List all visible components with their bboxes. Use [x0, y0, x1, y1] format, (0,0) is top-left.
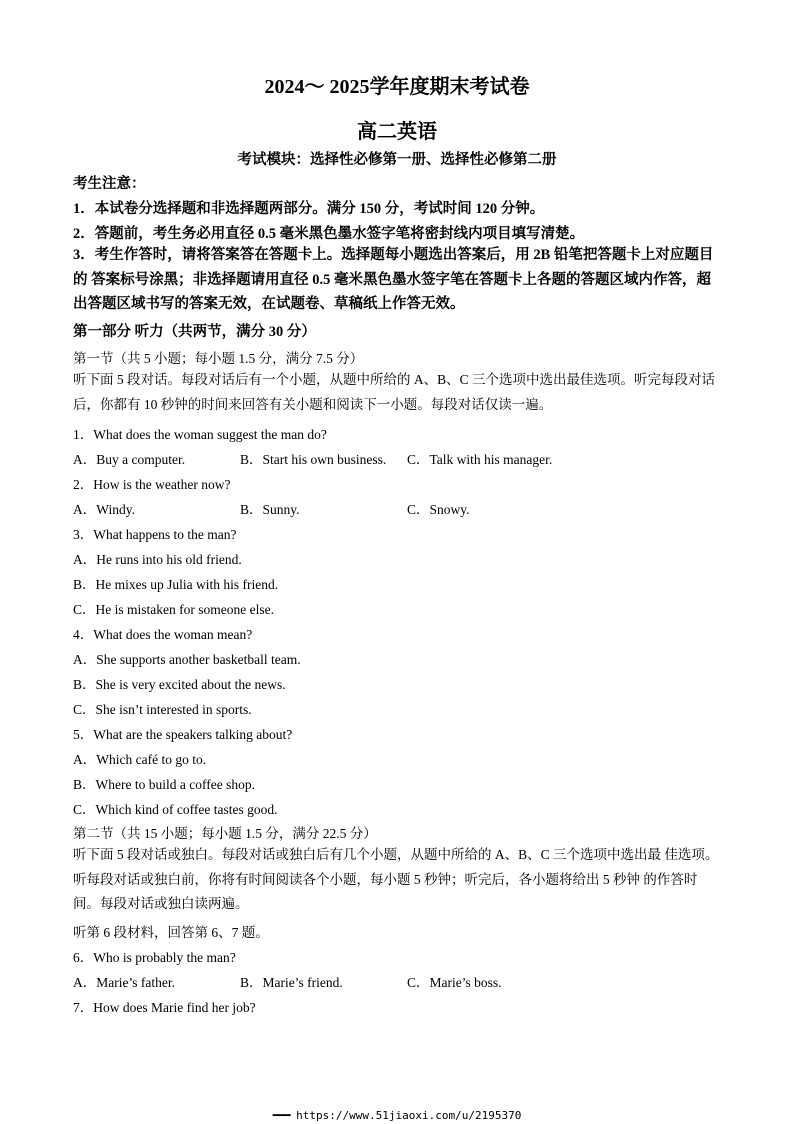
section1-heading: 第一节（共 5 小题；每小题 1.5 分，满分 7.5 分）: [73, 351, 364, 366]
section1-instructions: 听下面 5 段对话。每段对话后有一个小题，从题中所给的 A、B、C 三个选项中选出最佳选项。听完每段对话后，你都有 10 秒钟的时间来回答有关小题和阅读下一小题。每段对话仅读一遍。: [73, 372, 716, 412]
question-2-stem: 2．How is the weather now?: [73, 477, 231, 492]
question-4-option-c: C．She isn’t interested in sports.: [73, 702, 252, 717]
question-6-option-a: A．Marie’s father.: [73, 975, 175, 990]
question-5-option-a: A．Which café to go to.: [73, 752, 207, 767]
question-4-option-b: B．She is very excited about the news.: [73, 677, 286, 692]
section2-instructions: 听下面 5 段对话或独白。每段对话或独白后有几个小题，从题中所给的 A、B、C 三个选项中选出最 佳选项。听每段对话或独白前，你将有时间阅读各个小题，每小题 5 秒钟；听完后，各小题将给出 5 秒钟 的作答时间。每段对话或独白读两遍。: [73, 847, 719, 911]
question-2-option-b: B．Sunny.: [240, 502, 300, 517]
question-2-option-c: C．Snowy.: [407, 502, 470, 517]
question-6-option-b: B．Marie’s friend.: [240, 975, 343, 990]
footer-mark: ━━━: [272, 1109, 290, 1122]
question-1-option-c: C．Talk with his manager.: [407, 452, 553, 467]
question-5-option-b: B．Where to build a coffee shop.: [73, 777, 255, 792]
footer-url[interactable]: https://www.51jiaoxi.com/u/2195370: [296, 1109, 522, 1122]
notice-item-1: 1．本试卷分选择题和非选择题两部分。满分 150 分，考试时间 120 分钟。: [73, 201, 545, 217]
question-3-option-a: A．He runs into his old friend.: [73, 552, 242, 567]
question-6-option-c: C．Marie’s boss.: [407, 975, 502, 990]
question-3-option-c: C．He is mistaken for someone else.: [73, 602, 274, 617]
question-3-stem: 3．What happens to the man?: [73, 527, 237, 542]
exam-title: 2024～ 2025学年度期末考试卷: [264, 76, 530, 98]
subject-title: 高二英语: [357, 121, 437, 143]
notice-item-2: 2．答题前，考生务必用直径 0.5 毫米黑色墨水签字笔将密封线内项目填写清楚。: [73, 226, 585, 242]
question-4-option-a: A．She supports another basketball team.: [73, 652, 301, 667]
part1-heading: 第一部分 听力（共两节，满分 30 分）: [73, 324, 316, 340]
section2-heading: 第二节（共 15 小题；每小题 1.5 分，满分 22.5 分）: [73, 826, 377, 841]
material-6-intro: 听第 6 段材料，回答第 6、7 题。: [73, 925, 269, 940]
question-3-option-b: B．He mixes up Julia with his friend.: [73, 577, 279, 592]
question-1-stem: 1．What does the woman suggest the man do?: [73, 427, 327, 442]
question-5-option-c: C．Which kind of coffee tastes good.: [73, 802, 278, 817]
question-7-stem: 7．How does Marie find her job?: [73, 1000, 256, 1015]
notice-heading: 考生注意：: [73, 176, 146, 192]
question-4-stem: 4．What does the woman mean?: [73, 627, 253, 642]
footer-watermark: [0, 1109, 794, 1122]
question-2-option-a: A．Windy.: [73, 502, 135, 517]
exam-module: 考试模块：选择性必修第一册、选择性必修第二册: [237, 152, 557, 168]
notice-item-3: 3．考生作答时，请将答案答在答题卡上。选择题每小题选出答案后，用 2B 铅笔把答题卡上对应题目的 答案标号涂黑；非选择题请用直径 0.5 毫米黑色墨水签字笔在答题卡上各题的答题区域内作答，超 出答题区域书写的答案无效，在试题卷、草稿纸上作答无效。: [73, 247, 714, 312]
question-1-option-a: A．Buy a computer.: [73, 452, 186, 467]
question-5-stem: 5．What are the speakers talking about?: [73, 727, 293, 742]
question-1-option-b: B．Start his own business.: [240, 452, 387, 467]
question-6-stem: 6．Who is probably the man?: [73, 950, 236, 965]
